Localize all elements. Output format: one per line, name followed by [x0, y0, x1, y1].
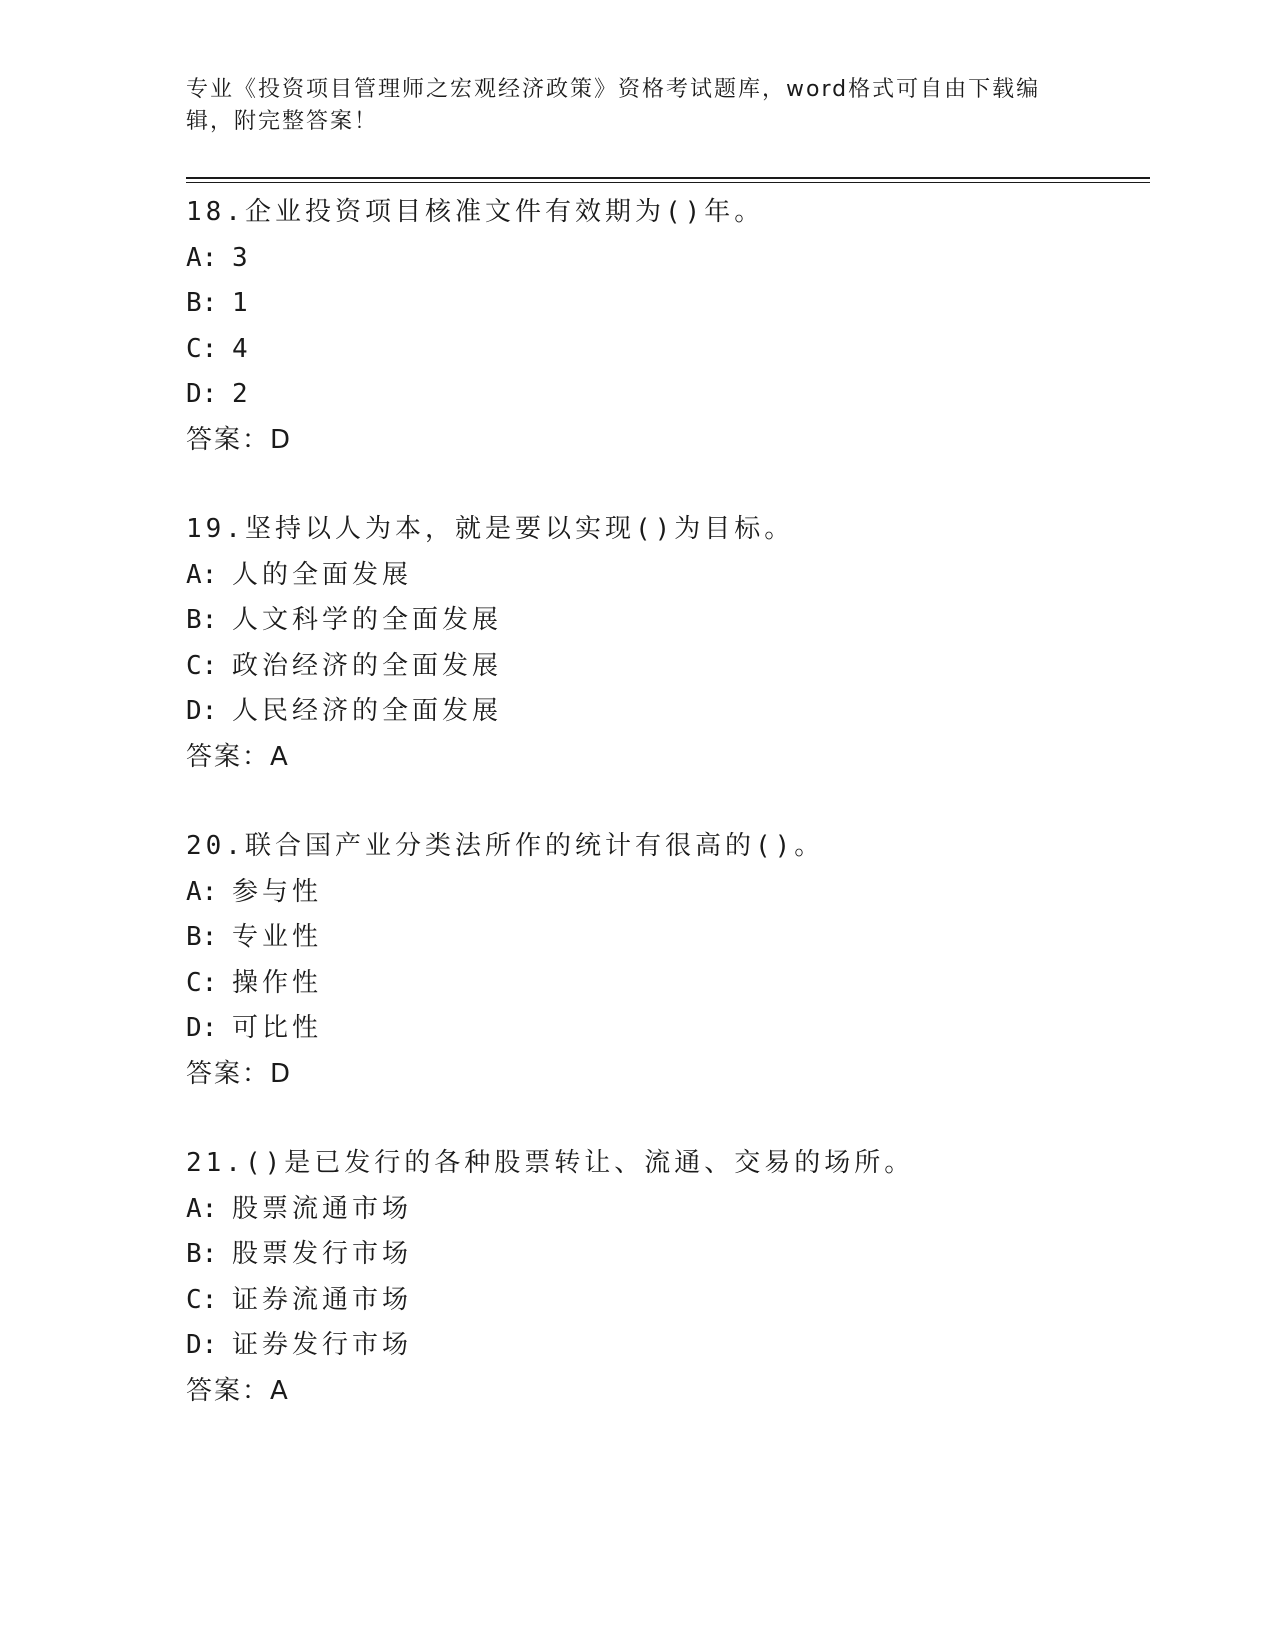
option-key: A: — [186, 242, 218, 273]
question-21 — [186, 1141, 1146, 1414]
question-20 — [186, 824, 1146, 1097]
option-a — [186, 1187, 1146, 1233]
option-a — [186, 236, 1146, 282]
option-b — [186, 1232, 1146, 1278]
option-text: 证券发行市场 — [232, 1330, 413, 1360]
question-stem: 18.企业投资项目核准文件有效期为()年。 — [186, 197, 765, 227]
option-key: A: — [186, 876, 218, 907]
option-text: 可比性 — [232, 1013, 323, 1043]
option-c — [186, 644, 1146, 690]
option-key: A: — [186, 1193, 218, 1224]
option-key: C: — [186, 333, 218, 364]
question-stem: 19.坚持以人为本，就是要以实现()为目标。 — [186, 514, 795, 544]
option-text: 专业性 — [232, 922, 323, 952]
option-text: 股票发行市场 — [232, 1239, 413, 1269]
document-header: 专业《投资项目管理师之宏观经济政策》资格考试题库，word格式可自由下载编辑，附完整答案！ — [186, 77, 1041, 134]
option-text: 操作性 — [232, 967, 323, 998]
option-key: D: — [186, 1013, 218, 1043]
option-d — [186, 372, 1146, 418]
option-text: 政治经济的全面发展 — [232, 650, 503, 681]
option-key: B: — [186, 1239, 218, 1269]
option-text: 1 — [232, 288, 252, 318]
header-divider-thick — [186, 177, 1150, 179]
option-text: 证券流通市场 — [232, 1284, 413, 1315]
option-key: D: — [186, 379, 218, 409]
option-key: A: — [186, 559, 218, 590]
option-d — [186, 1006, 1146, 1052]
option-a — [186, 553, 1146, 599]
header-divider-thin — [186, 182, 1150, 183]
option-text: 参与性 — [232, 876, 323, 907]
option-b — [186, 281, 1146, 327]
option-key: C: — [186, 967, 218, 998]
answer-line: 答案：D — [186, 424, 293, 455]
option-c — [186, 327, 1146, 373]
option-d — [186, 689, 1146, 735]
option-key: B: — [186, 288, 218, 318]
question-18 — [186, 190, 1146, 463]
option-key: C: — [186, 1284, 218, 1315]
answer-line: 答案：A — [186, 741, 290, 772]
option-text: 2 — [232, 379, 252, 409]
option-b — [186, 598, 1146, 644]
option-text: 4 — [232, 333, 252, 364]
option-key: B: — [186, 605, 218, 635]
option-text: 人文科学的全面发展 — [232, 605, 503, 635]
option-d — [186, 1323, 1146, 1369]
option-text: 3 — [232, 242, 252, 273]
answer-line: 答案：D — [186, 1058, 293, 1089]
option-text: 人的全面发展 — [232, 559, 413, 590]
option-c — [186, 1278, 1146, 1324]
question-19 — [186, 507, 1146, 780]
option-key: D: — [186, 696, 218, 726]
option-key: D: — [186, 1330, 218, 1360]
option-key: B: — [186, 922, 218, 952]
option-c — [186, 961, 1146, 1007]
question-stem: 20.联合国产业分类法所作的统计有很高的()。 — [186, 831, 825, 861]
question-list — [186, 190, 1146, 1458]
question-stem: 21.()是已发行的各种股票转让、流通、交易的场所。 — [186, 1148, 915, 1178]
option-text: 人民经济的全面发展 — [232, 696, 503, 726]
option-key: C: — [186, 650, 218, 681]
answer-line: 答案：A — [186, 1375, 290, 1406]
option-b — [186, 915, 1146, 961]
option-text: 股票流通市场 — [232, 1193, 413, 1224]
option-a — [186, 870, 1146, 916]
